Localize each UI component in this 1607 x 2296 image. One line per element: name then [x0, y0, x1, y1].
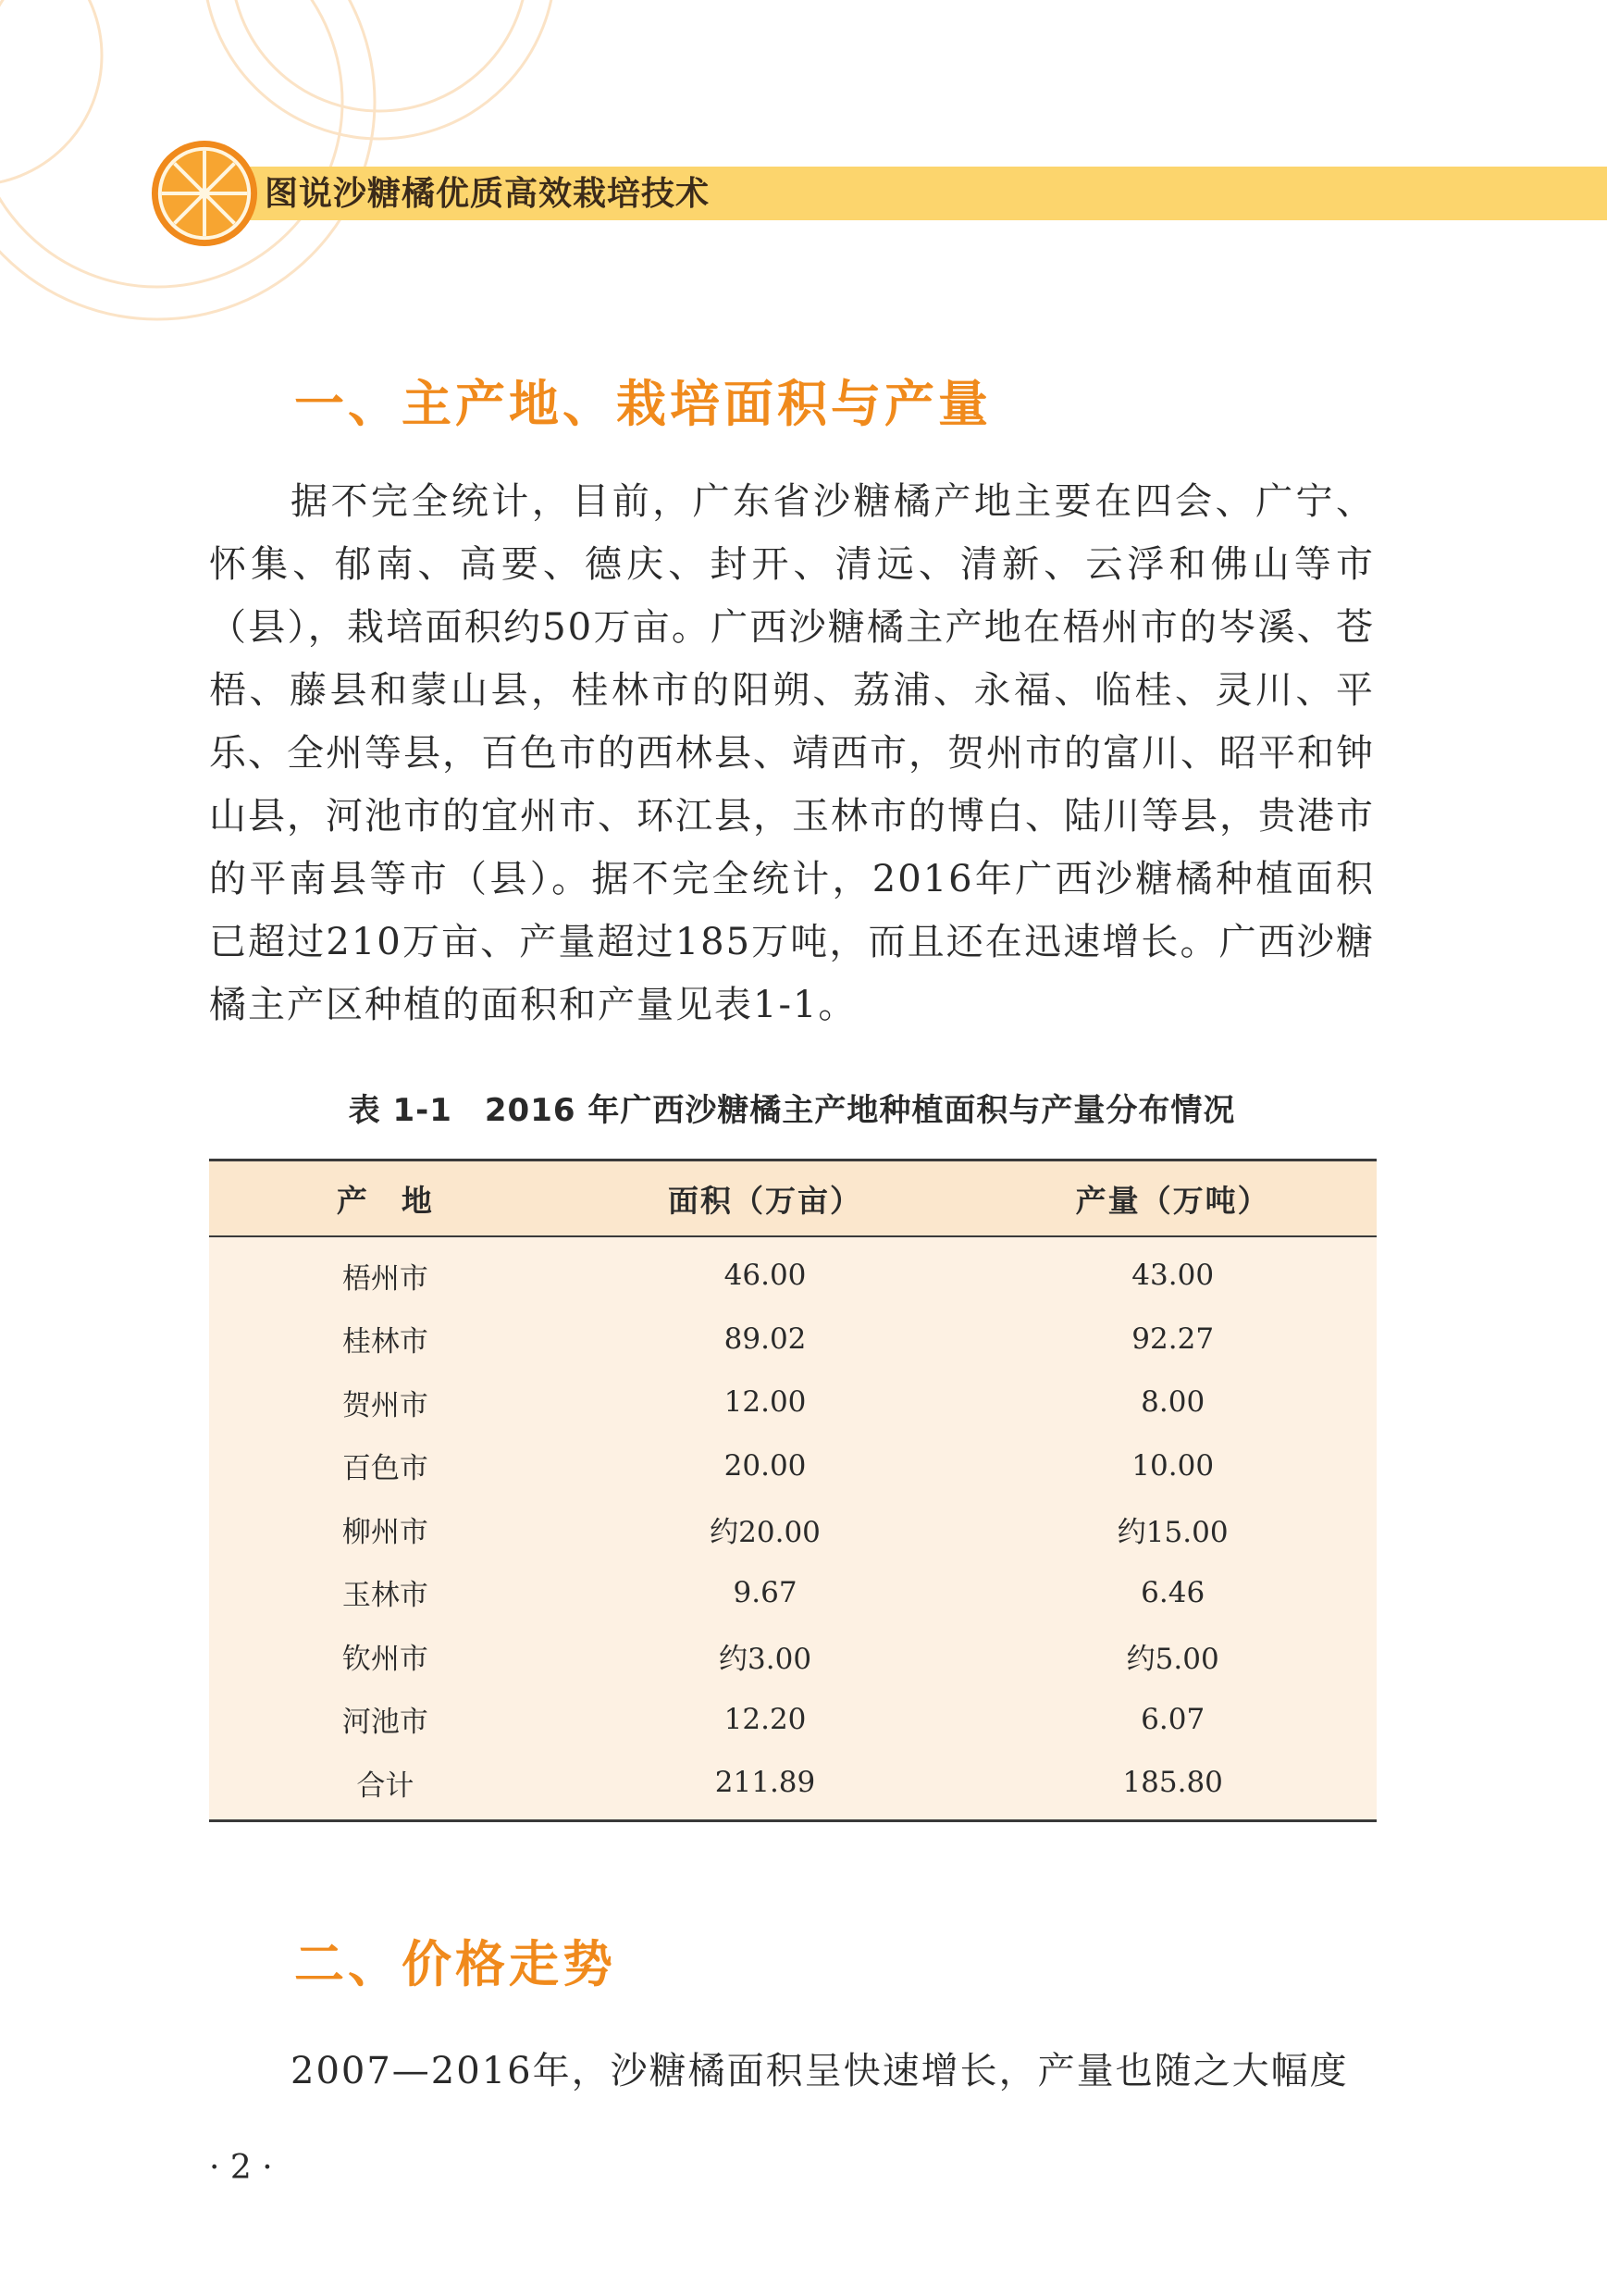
table-header-row [209, 1160, 1377, 1237]
cell-area: 9.67 [733, 1575, 797, 1609]
cell-region: 桂林市 [341, 1325, 428, 1359]
section-2-paragraph [209, 2040, 1375, 2103]
cell-area: 12.00 [723, 1385, 807, 1420]
table-row [209, 1624, 1377, 1688]
page-number: · 2 · [209, 2149, 273, 2187]
production-table [209, 1159, 1377, 1822]
cell-area: 约20.00 [710, 1515, 821, 1549]
table-row [209, 1561, 1377, 1625]
table-row [209, 1497, 1377, 1561]
cell-region: 梧州市 [341, 1261, 428, 1296]
table-row [209, 1236, 1377, 1308]
paragraph-text: 据不完全统计，目前，广东省沙糖橘产地主要在四会、广宁、怀集、郁南、高要、德庆、封开、清远、清新、云浮和佛山等市（县），栽培面积约50万亩。广西沙糖橘主产地在梧州市的岑溪、苍梧、藤县和蒙山县，桂林市的阳朔、荔浦、永福、临桂、灵川、平乐、全州等县，百色市的西林县、靖西市，贺州市的富川、昭平和钟山县，河池市的宜州市、环江县，玉林市的博白、陆川等县，贵港市的平南县等市（县）。据不完全统计，2016年广西沙糖橘种植面积已超过210万亩、产量超过185万吨，而且还在迅速增长。广西沙糖橘主产区种植的面积和产量见表1-1。 [209, 480, 1375, 1026]
cell-yield: 约5.00 [1126, 1642, 1219, 1676]
cell-yield: 185.80 [1122, 1766, 1223, 1800]
cell-area: 46.00 [723, 1259, 807, 1293]
cell-area: 20.00 [723, 1448, 807, 1483]
cell-region: 玉林市 [341, 1579, 428, 1613]
cell-yield: 6.07 [1141, 1702, 1205, 1736]
cell-region: 钦州市 [341, 1642, 428, 1676]
cell-yield: 92.27 [1131, 1322, 1215, 1356]
table-row [209, 1308, 1377, 1371]
cell-yield: 6.46 [1141, 1575, 1205, 1609]
table-row [209, 1688, 1377, 1752]
book-title: 图说沙糖橘优质高效栽培技术 [265, 174, 711, 213]
cell-area: 211.89 [714, 1766, 816, 1800]
cell-yield: 8.00 [1141, 1385, 1205, 1420]
section-heading-2: 二、价格走势 [294, 1935, 616, 1993]
cell-yield: 约15.00 [1117, 1515, 1229, 1549]
orange-slice-icon [150, 139, 259, 248]
header-area: 面积（万亩） [562, 1160, 970, 1237]
section-1-paragraph [209, 470, 1375, 1036]
cell-region: 百色市 [341, 1452, 428, 1486]
table-total-row [209, 1751, 1377, 1820]
cell-yield: 10.00 [1131, 1448, 1215, 1483]
cell-region: 河池市 [341, 1706, 428, 1740]
table-row [209, 1434, 1377, 1498]
header-region: 产 地 [209, 1160, 562, 1237]
table-row [209, 1371, 1377, 1434]
table-caption: 表 1-1 2016 年广西沙糖橘主产地种植面积与产量分布情况 [348, 1092, 1236, 1129]
cell-yield: 43.00 [1131, 1259, 1215, 1293]
cell-region: 柳州市 [341, 1515, 428, 1549]
cell-area: 约3.00 [719, 1642, 812, 1676]
cell-area: 12.20 [723, 1702, 807, 1736]
section-heading-1: 一、主产地、栽培面积与产量 [294, 375, 992, 433]
header-yield: 产量（万吨） [969, 1160, 1377, 1237]
cell-region: 贺州市 [341, 1388, 428, 1422]
cell-region: 合计 [356, 1769, 414, 1803]
cell-area: 89.02 [723, 1322, 807, 1356]
paragraph-text: 2007—2016年，沙糖橘面积呈快速增长，产量也随之大幅度 [290, 2050, 1349, 2092]
